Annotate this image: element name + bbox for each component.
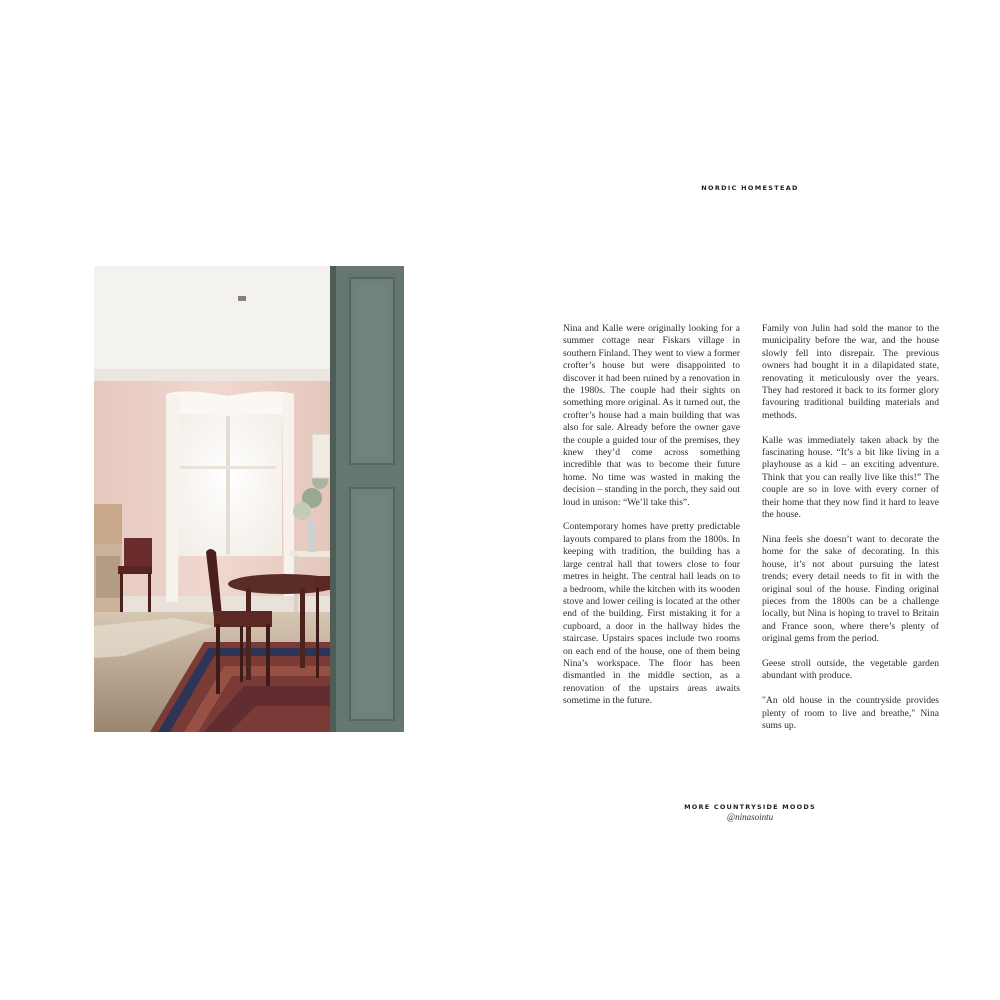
article-column-1 bbox=[563, 323, 740, 720]
footer-title: MORE COUNTRYSIDE MOODS bbox=[684, 803, 816, 811]
instagram-handle[interactable]: @ninasointu bbox=[726, 812, 774, 822]
paragraph: Geese stroll outside, the vegetable garden abundant with produce. bbox=[762, 657, 939, 682]
paragraph: Nina feels she doesn’t want to decorate the home for the sake of decorating. In this house, it’s not about pursuing the latest trends; every detail needs to fit in with the original soul of the house. Finding original pieces from the 1800s can be a challenge locally, but Nina is hoping to travel to Britain and France soon, where there’s plenty of original gems from the period. bbox=[762, 533, 939, 645]
interior-photo bbox=[94, 266, 404, 732]
paragraph: "An old house in the countryside provides plenty of room to live and breathe," Nina sums up. bbox=[762, 695, 939, 731]
footer-credit bbox=[600, 803, 900, 822]
paragraph: Nina and Kalle were originally looking for a summer cottage near Fiskars village in southern Finland. They went to view a former crofter’s house but were disappointed to discover it had been ruined by a renovation in the 1980s. The couple had their sights on something more original. As it turned out, the crofter’s house had a main building that was also for sale. Already before the owner gave the couple a guided tour of the premises, they knew they’d come across something incredible that was to become their future home. No time was wasted in making the decision – standing in the porch, they said out loud in unison: “We’ll take this”. bbox=[563, 323, 740, 508]
paragraph: Family von Julin had sold the manor to the municipality before the war, and the house slowly fell into disrepair. The previous owners had bought it in a dilapidated state, renovating it meticulously over the years. They had restored it back to its former glory favouring traditional building materials and methods. bbox=[762, 323, 939, 421]
paragraph: Contemporary homes have pretty predictable layouts compared to plans from the 1800s. In keeping with tradition, the building has a large central hall that towers close to four metres in height. The central hall leads on to a bedroom, while the kitchen with its wooden stove and lower ceiling is located at the other end of the building. First mistaking it for a cupboard, a door in the hallway hides the staircase. Upstairs spaces include two rooms on each end of the house, one of them being Nina’s workspace. The floor has been dismantled in the middle section, as a renovation of the upstairs areas awaits sometime in the future. bbox=[563, 521, 740, 707]
article-column-2 bbox=[762, 323, 939, 745]
section-label: NORDIC HOMESTEAD bbox=[701, 184, 799, 192]
paragraph: Kalle was immediately taken aback by the fascinating house. “It’s a bit like living in a playhouse as a kid – an exciting adventure. Think that you can really live like this!” The couple are so in love with every corner of their home that they now find it hard to leave the house. bbox=[762, 434, 939, 521]
